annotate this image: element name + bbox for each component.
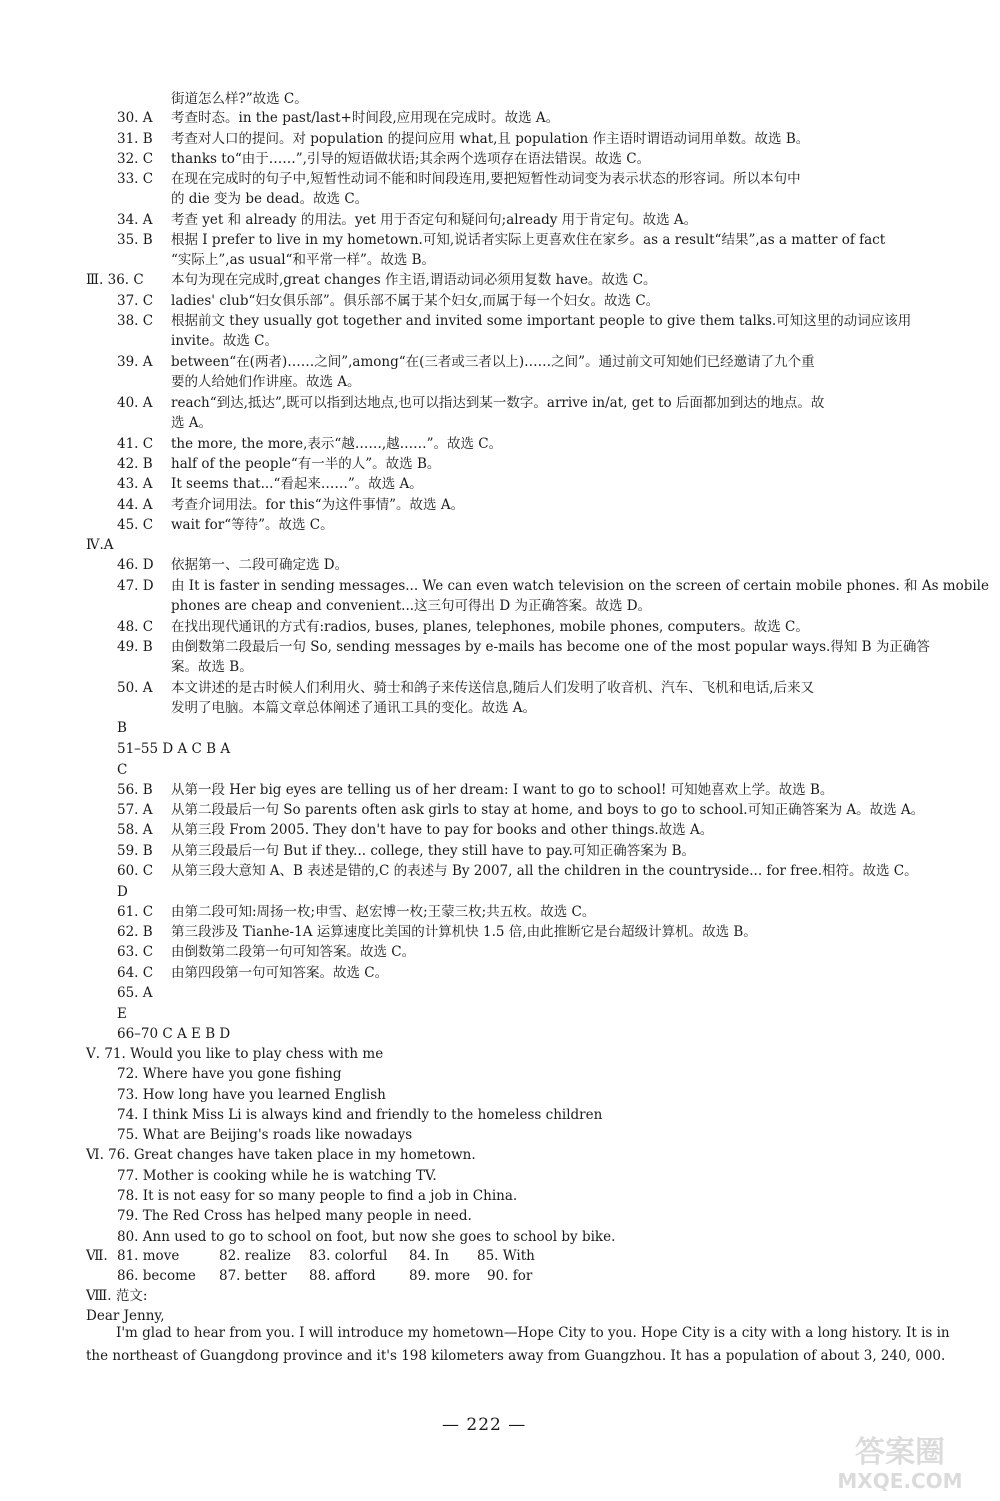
vocab-1: 81. move [117,1248,180,1264]
answer-line: ladies' club“妇女俱乐部”。俱乐部不属于某个妇女,而属于每一个妇女。故选 C。 [171,293,660,309]
vocab-3: 83. colorful [309,1248,388,1264]
answer-line: 63. C [117,944,154,960]
answer-line: D [117,884,128,900]
watermark-logo [815,1432,985,1494]
watermark-text: 答案圈 [855,1435,945,1470]
vocab-marker: Ⅶ. [86,1248,108,1264]
answer-line: 46. D [117,557,154,573]
essay-salutation: Dear Jenny, [86,1308,165,1324]
answer-line: wait for“等待”。故选 C。 [171,517,334,533]
answer-line: 78. It is not easy for so many people to find a job in China. [117,1188,518,1204]
answer-line: B [117,720,127,736]
vocab-7: 87. better [219,1268,287,1284]
answer-line: invite。故选 C。 [171,333,278,349]
answer-line: 要的人给她们作讲座。故选 A。 [171,374,361,390]
answer-line: 47. D [117,578,154,594]
answer-line: 31. B [117,131,153,147]
answer-line: 34. A [117,212,153,228]
answer-line: 59. B [117,843,153,859]
answer-line: 58. A [117,822,153,838]
answer-line: It seems that...“看起来……”。故选 A。 [171,476,423,492]
vocab-10: 90. for [487,1268,533,1284]
answer-line: 本句为现在完成时,great changes 作主语,谓语动词必须用复数 have。故选 C。 [171,272,657,288]
answer-line: “实际上”,as usual“和平常一样”。故选 B。 [171,252,436,268]
answer-line: 65. A [117,985,153,1001]
answer-line: 77. Mother is cooking while he is watching TV. [117,1168,437,1184]
answer-line: 在现在完成时的句子中,短暂性动词不能和时间段连用,要把短暂性动词变为表示状态的形容词。所以本句中 [171,171,801,187]
answer-line: 的 die 变为 be dead。故选 C。 [171,191,369,207]
answer-line: 选 A。 [171,415,213,431]
answer-line: 50. A [117,680,153,696]
answer-line: 38. C [117,313,154,329]
answer-line: 61. C [117,904,154,920]
answer-line: Ⅴ. 71. Would you like to play chess with me [86,1046,384,1062]
answer-line: 43. A [117,476,153,492]
answer-line: 案。故选 B。 [171,659,253,675]
answer-line: 依据第一、二段可确定选 D。 [171,557,349,573]
answer-line: 考查时态。in the past/last+时间段,应用现在完成时。故选 A。 [171,110,560,126]
answer-line: 44. A [117,497,153,513]
answer-line: 街道怎么样?”故选 C。 [171,91,308,107]
answer-line: 从第一段 Her big eyes are telling us of her dream: I want to go to school! 可知她喜欢上学。故选 B。 [171,782,834,798]
answer-line: 66–70 C A E B D [117,1026,231,1042]
answer-line: 由 It is faster in sending messages... We can even watch television on the screen of certain mobile phones. 和 As mobile [171,578,989,594]
answer-line: 从第三段大意知 A、B 表述是错的,C 的表述与 By 2007, all the children in the countryside... for free.相符。故选 C。 [171,863,918,879]
answer-line: 37. C [117,293,154,309]
answer-line: 在找出现代通讯的方式有:radios, buses, planes, telephones, mobile phones, computers。故选 C。 [171,619,809,635]
answer-line: 由倒数第二段最后一句 So, sending messages by e-mails has become one of the most popular ways.得知 B 为正确答 [171,639,930,655]
answer-line: 30. A [117,110,153,126]
answer-line: C [117,762,128,778]
vocab-9: 89. more [409,1268,471,1284]
answer-line: 80. Ann used to go to school on foot, but now she goes to school by bike. [117,1229,616,1245]
answer-line: 从第三段 From 2005. They don't have to pay for books and other things.故选 A。 [171,822,714,838]
answer-line: 根据 I prefer to live in my hometown.可知,说话者实际上更喜欢住在家乡。as a result“结果”,as a matter of fact [171,232,886,248]
answer-line: 72. Where have you gone fishing [117,1066,342,1082]
answer-line: 56. B [117,782,153,798]
answer-line: between“在(两者)……之间”,among“在(三者或三者以上)……之间”。通过前文可知她们已经邀请了九个重 [171,354,815,370]
answer-line: 64. C [117,965,154,981]
vocab-4: 84. In [409,1248,449,1264]
answer-line: 发明了电脑。本篇文章总体阐述了通讯工具的变化。故选 A。 [171,700,537,716]
answer-line: 51–55 D A C B A [117,741,231,757]
answer-line: Ⅵ. 76. Great changes have taken place in my hometown. [86,1147,476,1163]
answer-line: 本文讲述的是古时候人们利用火、骑士和鸽子来传送信息,随后人们发明了收音机、汽车、飞机和电话,后来又 [171,680,815,696]
answer-line: 75. What are Beijing's roads like nowadays [117,1127,413,1143]
answer-line: 从第二段最后一句 So parents often ask girls to stay at home, and boys to go to school.可知正确答案为 A。故选 A。 [171,802,925,818]
answer-line: 由第二段可知:周扬一枚;申雪、赵宏博一枚;王蒙三枚;共五枚。故选 C。 [171,904,596,920]
answer-line: 考查对人口的提问。对 population 的提问应用 what,且 population 作主语时谓语动词用单数。故选 B。 [171,131,810,147]
answer-line: half of the people“有一半的人”。故选 B。 [171,456,441,472]
answer-line: 42. B [117,456,153,472]
answer-line: 48. C [117,619,154,635]
answer-line: 考查介词用法。for this“为这件事情”。故选 A。 [171,497,465,513]
answer-line: 57. A [117,802,153,818]
answer-line: 39. A [117,354,153,370]
answer-line: thanks to“由于……”,引导的短语做状语;其余两个选项存在语法错误。故选 C。 [171,151,651,167]
answer-line: 根据前文 they usually got together and invited some important people to give them talks.可知这里的动词应该用 [171,313,912,329]
vocab-8: 88. afford [309,1268,376,1284]
answer-line: 74. I think Miss Li is always kind and friendly to the homeless children [117,1107,603,1123]
vocab-6: 86. become [117,1268,196,1284]
answer-line: 32. C [117,151,154,167]
vocab-2: 82. realize [219,1248,291,1264]
answer-line: 33. C [117,171,154,187]
answer-line: 62. B [117,924,153,940]
answer-line: 49. B [117,639,153,655]
answer-line: 60. C [117,863,154,879]
answer-line: 79. The Red Cross has helped many people in need. [117,1208,472,1224]
answer-line: Ⅲ. 36. C [86,272,144,288]
answer-line: 40. A [117,395,153,411]
answer-line: reach“到达,抵达”,既可以指到达地点,也可以指达到某一数字。arrive in/at, get to 后面都加到达的地点。故 [171,395,825,411]
answer-line: E [117,1006,127,1022]
answer-line: 73. How long have you learned English [117,1087,386,1103]
watermark-url: MXQE.COM [837,1469,963,1493]
answer-line: 由倒数第二段第一句可知答案。故选 C。 [171,944,416,960]
answer-line: 45. C [117,517,154,533]
answer-line: phones are cheap and convenient...这三句可得出 D 为正确答案。故选 D。 [171,598,652,614]
essay-body: I'm glad to hear from you. I will introduce my hometown—Hope City to you. Hope City is a city with a long history. It is in the northeast of Guangdong province and it's 198 kilometers away from Guangzhou. It has a population of about 3, 240, 000. [86,1325,950,1364]
answer-line: 35. B [117,232,153,248]
vocab-5: 85. With [477,1248,535,1264]
page-number: — 222 — [442,1415,527,1435]
answer-line: 由第四段第一句可知答案。故选 C。 [171,965,389,981]
essay-heading: Ⅷ. 范文: [86,1288,148,1304]
answer-line: the more, the more,表示“越……,越……”。故选 C。 [171,436,503,452]
answer-line: 41. C [117,436,154,452]
answer-line: Ⅳ.A [86,537,114,553]
answer-line: 从第三段最后一句 But if they... college, they still have to pay.可知正确答案为 B。 [171,843,696,859]
answer-line: 考查 yet 和 already 的用法。yet 用于否定句和疑问句;already 用于肯定句。故选 A。 [171,212,698,228]
answer-line: 第三段涉及 Tianhe-1A 运算速度比美国的计算机快 1.5 倍,由此推断它是台超级计算机。故选 B。 [171,924,757,940]
